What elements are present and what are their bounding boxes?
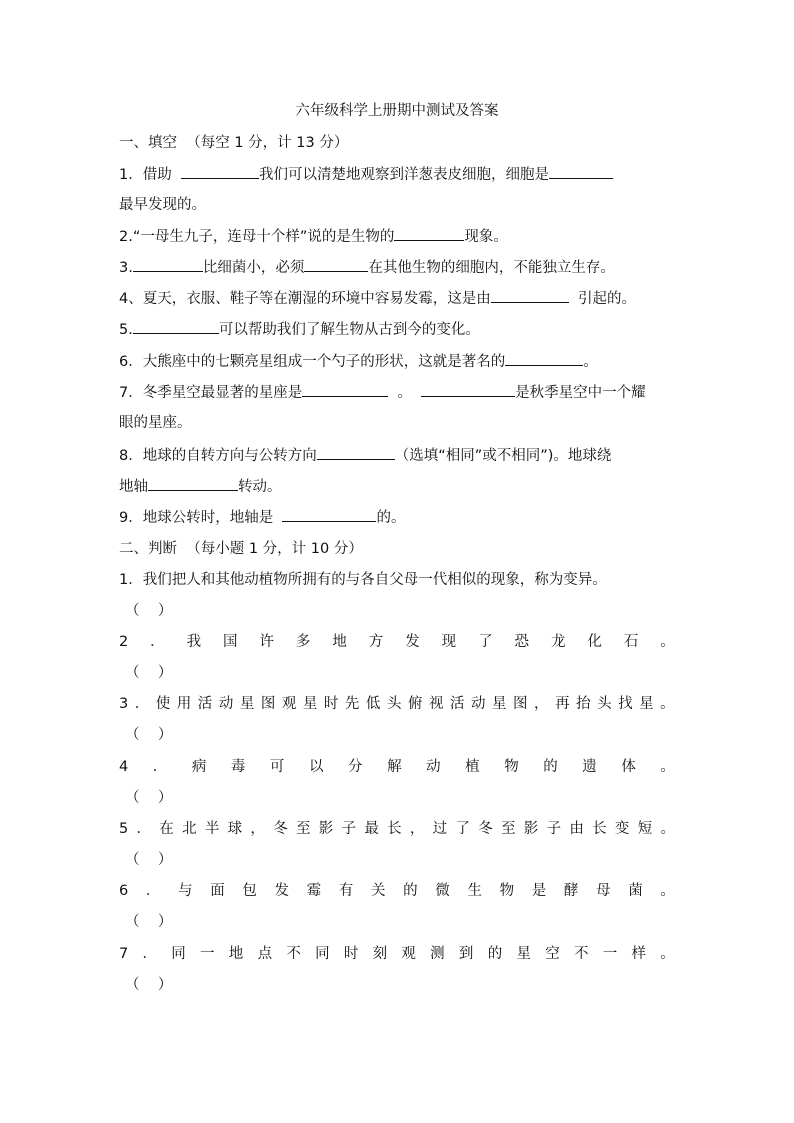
spread-char: ， [534, 696, 549, 712]
spread-char: 遗 [582, 759, 597, 775]
q2-text-b: 现象。 [464, 229, 508, 245]
judge-question-5 [119, 819, 675, 839]
spread-char: ． [136, 821, 152, 837]
spread-char: 菌 [628, 883, 643, 899]
q7-text-b: 。 [397, 385, 412, 401]
fill-question-7 [119, 382, 675, 403]
spread-char: 点 [257, 946, 273, 962]
spread-char: 时 [323, 696, 339, 712]
spread-char: 体 [621, 759, 636, 775]
fill-question-9 [119, 507, 675, 528]
spread-char: 不 [286, 946, 301, 962]
spread-char: 动 [426, 759, 441, 775]
spread-char: 的 [543, 759, 558, 775]
spread-char: 物 [499, 883, 515, 899]
spread-char: 7 [119, 946, 129, 962]
answer-blank[interactable] [304, 257, 368, 272]
q8-text-c: 地轴 [119, 479, 148, 495]
q9-text-b: 的。 [376, 510, 406, 526]
q3-text-c: 在其他生物的细胞内，不能独立生存。 [368, 260, 615, 276]
q4-text-a: 4、夏天，衣服、鞋子等在潮湿的环境中容易发霉，这是由 [119, 291, 491, 307]
spread-char: 龙 [550, 634, 566, 650]
q9-text-a: 9．地球公转时，地轴是 [119, 510, 274, 526]
answer-paren[interactable]: （ ） [125, 977, 173, 993]
spread-char: 微 [435, 883, 450, 899]
answer-blank[interactable] [133, 257, 203, 272]
q3-text-b: 比细菌小，必须 [202, 260, 305, 276]
spread-char: 样 [631, 946, 647, 962]
spread-char: 恐 [514, 634, 530, 650]
answer-paren[interactable]: （ ） [125, 665, 173, 681]
page-title: 六年级科学上册期中测试及答案 [295, 103, 499, 119]
answer-blank[interactable] [133, 319, 219, 334]
spread-char: 霉 [306, 883, 322, 899]
spread-char: 发 [274, 883, 290, 899]
spread-char: 毒 [230, 759, 246, 775]
spread-char: 方 [368, 634, 384, 650]
judge-question-1: 1．我们把人和其他动植物所拥有的与各自父母一代相似的现象，称为变异。 [119, 572, 607, 588]
spread-char: 了 [478, 634, 493, 650]
spread-char: 许 [259, 634, 274, 650]
spread-char: 图 [513, 696, 528, 712]
answer-paren[interactable]: （ ） [125, 727, 173, 743]
answer-blank[interactable] [148, 476, 238, 491]
answer-paren[interactable]: （ ） [125, 852, 173, 868]
spread-char: 关 [370, 883, 386, 899]
spread-char: 酵 [563, 883, 579, 899]
judge-question-4 [119, 757, 675, 777]
answer-blank[interactable] [317, 445, 395, 460]
spread-char: 空 [545, 946, 560, 962]
spread-char: 化 [587, 634, 602, 650]
section2-heading: 二、判断 [119, 541, 177, 557]
spread-char: 俯 [407, 696, 423, 712]
spread-char: ． [152, 759, 168, 775]
spread-char: 最 [364, 821, 379, 837]
spread-char: 的 [403, 883, 418, 899]
spread-char: 多 [295, 634, 311, 650]
fill-question-7-cont [119, 413, 675, 433]
spread-char: 生 [467, 883, 482, 899]
q8-text-b: （选填“相同”或不相同”)。地球绕 [394, 448, 612, 464]
q1-text-a: 1．借助 [119, 167, 172, 183]
spread-char: 观 [281, 696, 297, 712]
spread-char: 3 [119, 696, 129, 712]
spread-char: 面 [210, 883, 225, 899]
spread-char: 4 [119, 759, 129, 775]
spread-char: ， [250, 821, 265, 837]
spread-char: 不 [573, 946, 589, 962]
answer-blank[interactable] [282, 507, 376, 522]
fill-question-1 [119, 164, 675, 185]
spread-char: 。 [660, 759, 675, 775]
spread-char: 到 [458, 946, 474, 962]
spread-char: 由 [569, 821, 584, 837]
spread-char: 头 [597, 696, 612, 712]
q1-text-c: 最早发现的。 [119, 197, 206, 213]
judge-question-6 [119, 881, 675, 901]
spread-char: 冬 [478, 821, 493, 837]
answer-blank[interactable] [491, 288, 569, 303]
q8-text-a: 8．地球的自转方向与公转方向 [119, 448, 317, 464]
judge-question-3 [119, 694, 675, 714]
spread-char: 找 [618, 696, 633, 712]
spread-char: 6 [119, 883, 129, 899]
section2-note: （每小题 1 分，计 10 分） [186, 541, 363, 557]
judge-question-2 [119, 632, 675, 652]
spread-char: 使 [155, 696, 171, 712]
fill-question-8 [119, 445, 675, 466]
spread-char: 在 [159, 821, 174, 837]
spread-char: ． [134, 696, 150, 712]
spread-char: 。 [660, 821, 675, 837]
answer-blank[interactable] [394, 226, 464, 241]
spread-char: 。 [660, 696, 675, 712]
fill-question-4 [119, 288, 675, 309]
fill-question-5 [119, 319, 675, 340]
q7-text-a: 7．冬季星空最显著的星座是 [119, 385, 303, 401]
spread-char: 2 [119, 634, 129, 650]
fill-question-2 [119, 226, 675, 247]
spread-char: 过 [432, 821, 448, 837]
spread-char: 测 [430, 946, 445, 962]
q1-text-b: 我们可以清楚地观察到洋葱表皮细胞，细胞是 [258, 167, 549, 183]
spread-char: 至 [501, 821, 516, 837]
spread-char: 影 [523, 821, 539, 837]
spread-char: 活 [197, 696, 213, 712]
spread-char: 母 [596, 883, 611, 899]
spread-char: 子 [341, 821, 357, 837]
spread-char: 低 [365, 696, 381, 712]
spread-char: 分 [348, 759, 363, 775]
spread-char: 再 [555, 696, 570, 712]
q3-text-a: 3. [119, 260, 133, 276]
spread-char: ． [145, 883, 161, 899]
spread-char: 影 [318, 821, 334, 837]
spread-char: 短 [637, 821, 653, 837]
spread-char: 现 [441, 634, 457, 650]
spread-char: 我 [186, 634, 202, 650]
answer-paren[interactable]: （ ） [125, 603, 173, 619]
q6-text-b: 。 [583, 354, 598, 370]
q7-text-d: 眼的星座。 [119, 415, 192, 431]
fill-question-3 [119, 257, 675, 278]
spread-char: 植 [465, 759, 480, 775]
spread-char: 地 [332, 634, 347, 650]
spread-char: 与 [178, 883, 193, 899]
spread-char: 。 [660, 883, 675, 899]
answer-blank[interactable] [181, 164, 259, 179]
answer-paren[interactable]: （ ） [125, 914, 173, 930]
spread-char: 头 [386, 696, 402, 712]
fill-question-6 [119, 351, 675, 372]
spread-char: 用 [176, 696, 192, 712]
spread-char: 变 [614, 821, 630, 837]
section2-heading-line [119, 539, 675, 559]
judge-question-7 [119, 944, 675, 964]
answer-blank[interactable] [302, 382, 388, 397]
spread-char: 发 [405, 634, 420, 650]
spread-char: ． [150, 634, 165, 650]
q7-text-c: 是秋季星空中一个耀 [515, 385, 646, 401]
fill-question-8-cont [119, 476, 675, 497]
spread-char: 。 [660, 946, 675, 962]
spread-char: 有 [338, 883, 354, 899]
q5-text-b: 可以帮助我们了解生物从古到今的变化。 [218, 322, 480, 338]
q2-text-a: 2.“一母生九子，连母十个样”说的是生物的 [119, 229, 395, 245]
spread-char: 动 [471, 696, 486, 712]
spread-char: 可 [269, 759, 285, 775]
spread-char: 的 [487, 946, 503, 962]
section1-heading: 一、填空 [119, 135, 177, 151]
q5-text-a: 5. [119, 322, 133, 338]
spread-char: 星 [302, 696, 318, 712]
spread-char: 一 [602, 946, 618, 962]
spread-char: 半 [204, 821, 220, 837]
spread-char: 了 [455, 821, 470, 837]
spread-char: 北 [182, 821, 197, 837]
q8-text-d: 转动。 [238, 479, 282, 495]
spread-char: 星 [492, 696, 507, 712]
spread-char: ． [142, 946, 157, 962]
spread-char: 星 [516, 946, 531, 962]
answer-blank[interactable] [421, 382, 515, 397]
spread-char: 是 [531, 883, 547, 899]
answer-paren[interactable]: （ ） [125, 790, 173, 806]
spread-char: 冬 [273, 821, 288, 837]
spread-char: 刻 [372, 946, 388, 962]
answer-blank[interactable] [549, 164, 613, 179]
answer-blank[interactable] [505, 351, 583, 366]
spread-char: 石 [623, 634, 639, 650]
q4-text-b: 引起的。 [577, 291, 636, 307]
spread-char: 病 [191, 759, 207, 775]
spread-char: 解 [387, 759, 402, 775]
spread-char: 同 [315, 946, 330, 962]
spread-char: 球 [227, 821, 243, 837]
spread-char: 包 [242, 883, 257, 899]
spread-char: 星 [239, 696, 255, 712]
spread-char: 图 [260, 696, 276, 712]
spread-char: 子 [546, 821, 562, 837]
spread-char: 以 [308, 759, 324, 775]
spread-char: 国 [223, 634, 238, 650]
spread-char: 同 [171, 946, 186, 962]
q6-text-a: 6．大熊座中的七颗亮星组成一个勺子的形状，这就是著名的 [119, 354, 506, 370]
spread-char: 长 [592, 821, 607, 837]
section1-heading-line [119, 133, 675, 153]
spread-char: 动 [218, 696, 234, 712]
spread-char: 先 [344, 696, 360, 712]
spread-char: 长 [387, 821, 402, 837]
spread-char: 5 [119, 821, 129, 837]
section1-note: （每空 1 分，计 13 分） [186, 135, 349, 151]
spread-char: 活 [449, 696, 465, 712]
spread-char: 抬 [576, 696, 591, 712]
spread-char: 视 [428, 696, 444, 712]
spread-char: 观 [401, 946, 416, 962]
spread-char: 一 [200, 946, 215, 962]
spread-char: 星 [639, 696, 654, 712]
fill-question-1-cont [119, 195, 675, 215]
spread-char: ， [409, 821, 425, 837]
spread-char: 物 [504, 759, 519, 775]
spread-char: 地 [228, 946, 244, 962]
spread-char: 至 [295, 821, 311, 837]
spread-char: 时 [343, 946, 359, 962]
spread-char: 。 [660, 634, 675, 650]
